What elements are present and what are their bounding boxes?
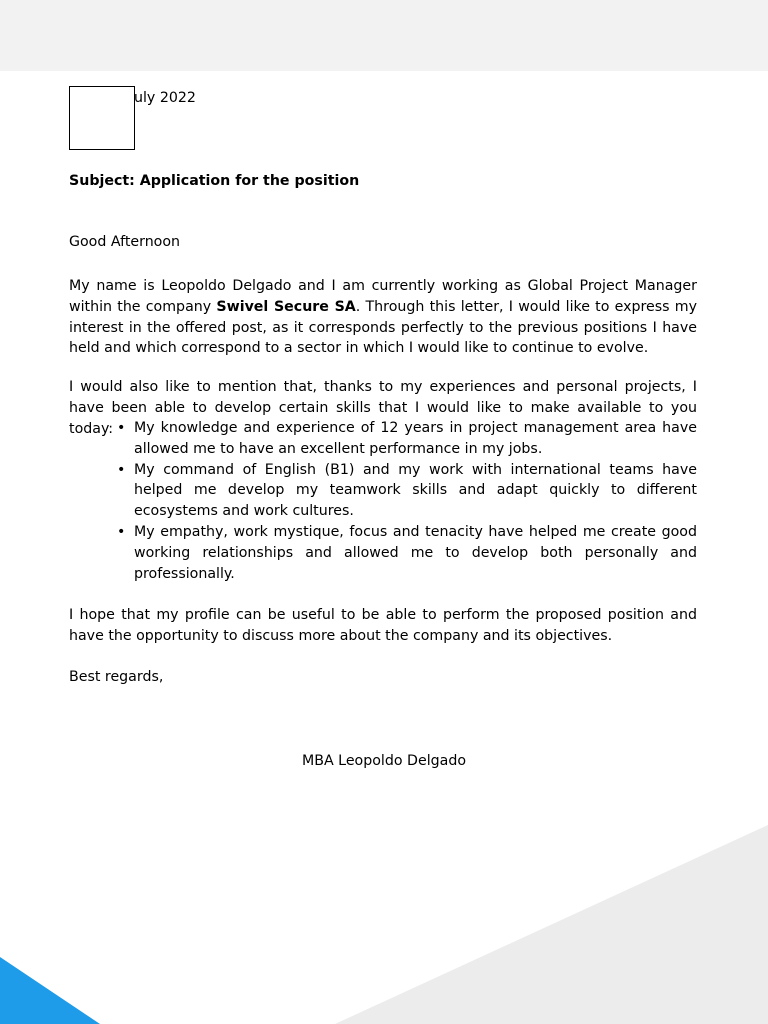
letter-greeting: Good Afternoon [69, 234, 181, 250]
date-placeholder-box [69, 86, 135, 150]
list-item-text: My knowledge and experience of 12 years in project management area have allowed me to have an excellent performance in my jobs. [134, 420, 697, 457]
bullet-icon: • [117, 461, 126, 478]
blue-corner-shape [0, 957, 100, 1024]
list-item-text: My empathy, work mystique, focus and tenacity have helped me create good working relationships and allowed me to develop both personally and professionally. [134, 523, 697, 582]
intro-text-before: My name is Leopoldo Delgado and I am currently working as Global Project Manager within the company [69, 278, 697, 315]
list-item [69, 460, 697, 522]
list-item [69, 522, 697, 584]
letter-subject: Subject: Application for the position [69, 173, 360, 189]
intro-text-after: . Through this letter, I would like to express my interest in the offered post, as it corresponds perfectly to the previous positions I have held and which correspond to a sector in which I would like to continue to evolve. [69, 298, 697, 357]
hope-paragraph: I hope that my profile can be useful to be able to perform the proposed position and have the opportunity to discuss more about the company and its objectives. [69, 607, 697, 644]
bullet-icon: • [117, 523, 126, 540]
signature-name: MBA Leopoldo Delgado [301, 753, 467, 769]
skills-intro-paragraph: I would also like to mention that, thanks to my experiences and personal projects, I have been able to develop certain skills that I would like to make available to you today: [69, 379, 697, 437]
list-item-text: My command of English (B1) and my work with international teams have helped me develop my teamwork skills and adapt quickly to different ecosystems and work cultures. [134, 461, 697, 520]
skills-list [69, 418, 697, 584]
company-name: Swivel Secure SA [216, 298, 356, 315]
gray-corner-shape [335, 825, 768, 1024]
list-item [69, 418, 697, 460]
letter-date: uly 2022 [134, 90, 196, 106]
letter-closing: Best regards, [69, 669, 164, 685]
intro-paragraph [69, 276, 697, 359]
bullet-icon: • [117, 420, 126, 436]
